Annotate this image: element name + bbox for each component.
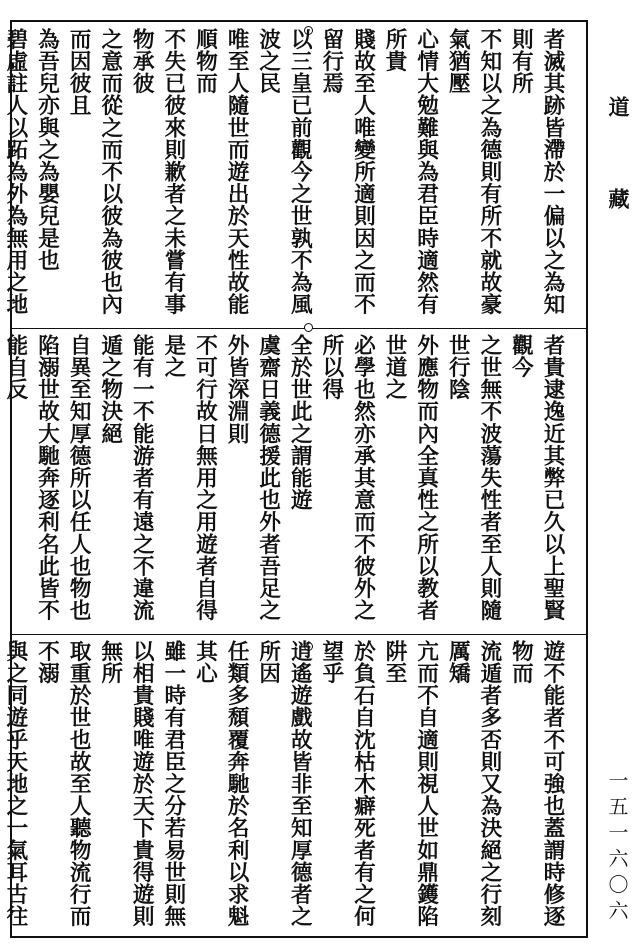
text-column: 全於世此之謂能遊 bbox=[287, 334, 313, 511]
text-column: 任類多頹覆奔馳於名利以求魁其心 bbox=[192, 640, 250, 928]
text-column: 者貴逮逸近其弊已久以上聖賢觀今 bbox=[508, 334, 565, 622]
side-label-dao: 道 bbox=[606, 96, 631, 117]
text-column: 遊不能者不可強也蓋謂時修逐物而 bbox=[508, 640, 565, 928]
text-column: 以三皇已前觀今之世孰不為風波之民 bbox=[255, 28, 313, 316]
text-column: 之意而從之而不以彼為彼也內而因彼且 bbox=[66, 28, 123, 316]
text-column: 必學也然亦承其意而不彼外之所以得 bbox=[318, 334, 376, 622]
text-column: 以相貴賤唯遊於天下貴得遊則無所 bbox=[97, 640, 155, 928]
page-frame bbox=[2, 20, 588, 938]
text-column: 能有一不能游者有遠之不違流遁之物決絕 bbox=[97, 334, 155, 622]
text-block-top bbox=[2, 28, 568, 322]
circle-mark-icon bbox=[304, 323, 313, 332]
text-column: 心情大勉難與為君臣時適然有所貴 bbox=[382, 28, 439, 316]
panel-bottom bbox=[2, 634, 586, 936]
text-column: 不知以之為德則有所不就故豪氣猶壓 bbox=[445, 28, 502, 316]
text-column: 虞齋日義德援此也外者吾足之外皆深淵則 bbox=[224, 334, 281, 622]
text-column: 逍遙遊戲故皆非至知厚德者之所因 bbox=[255, 640, 313, 928]
text-column: 為吾兒亦與之為嬰兒是也 bbox=[34, 28, 60, 272]
text-column: 唯至人隨世而遊出於天性故能順物而 bbox=[192, 28, 250, 316]
text-block-bottom bbox=[2, 640, 568, 930]
text-column: 與之同遊乎天地之一氣耳古往 bbox=[2, 640, 28, 928]
text-column: 者滅其跡皆滯於一偏以之為知則有所 bbox=[508, 28, 565, 316]
text-column: 於負石自沈枯木癖死者有之何望乎 bbox=[318, 640, 376, 928]
text-column: 流遁者多否則又為決絕之行刻厲矯 bbox=[445, 640, 502, 928]
folio-number: 一五一六〇六 bbox=[605, 770, 629, 926]
panel-middle bbox=[2, 328, 586, 635]
text-column: 不失已彼來則歉者之未嘗有事物承彼 bbox=[129, 28, 186, 316]
text-column: 碧虛註人以跖為外為無用之地 bbox=[2, 28, 28, 316]
side-label-zang: 藏 bbox=[606, 188, 631, 209]
text-block-middle bbox=[2, 334, 568, 628]
text-column: 賤故至人唯變所適則因之而不留行焉 bbox=[318, 28, 376, 316]
text-column: 自異至知厚德所以任人也物也 bbox=[66, 334, 92, 622]
text-column: 亢而不自適則視人世如鼎鑊陷阱至 bbox=[382, 640, 439, 928]
text-column: 陷溺世故大馳奔逐利名此皆不能自反 bbox=[2, 334, 60, 622]
text-column: 外應物而內全真性之所以教者世道之 bbox=[382, 334, 439, 622]
text-column: 不可行故日無用之用遊者自得是之 bbox=[160, 334, 218, 622]
text-column: 雖一時有君臣之分若易世則無 bbox=[160, 640, 186, 928]
panel-top bbox=[2, 22, 586, 329]
text-column: 取重於世也故至人聽物流行而不溺 bbox=[34, 640, 92, 928]
text-column: 之世無不波蕩失性者至人則隨世行陰 bbox=[445, 334, 502, 622]
